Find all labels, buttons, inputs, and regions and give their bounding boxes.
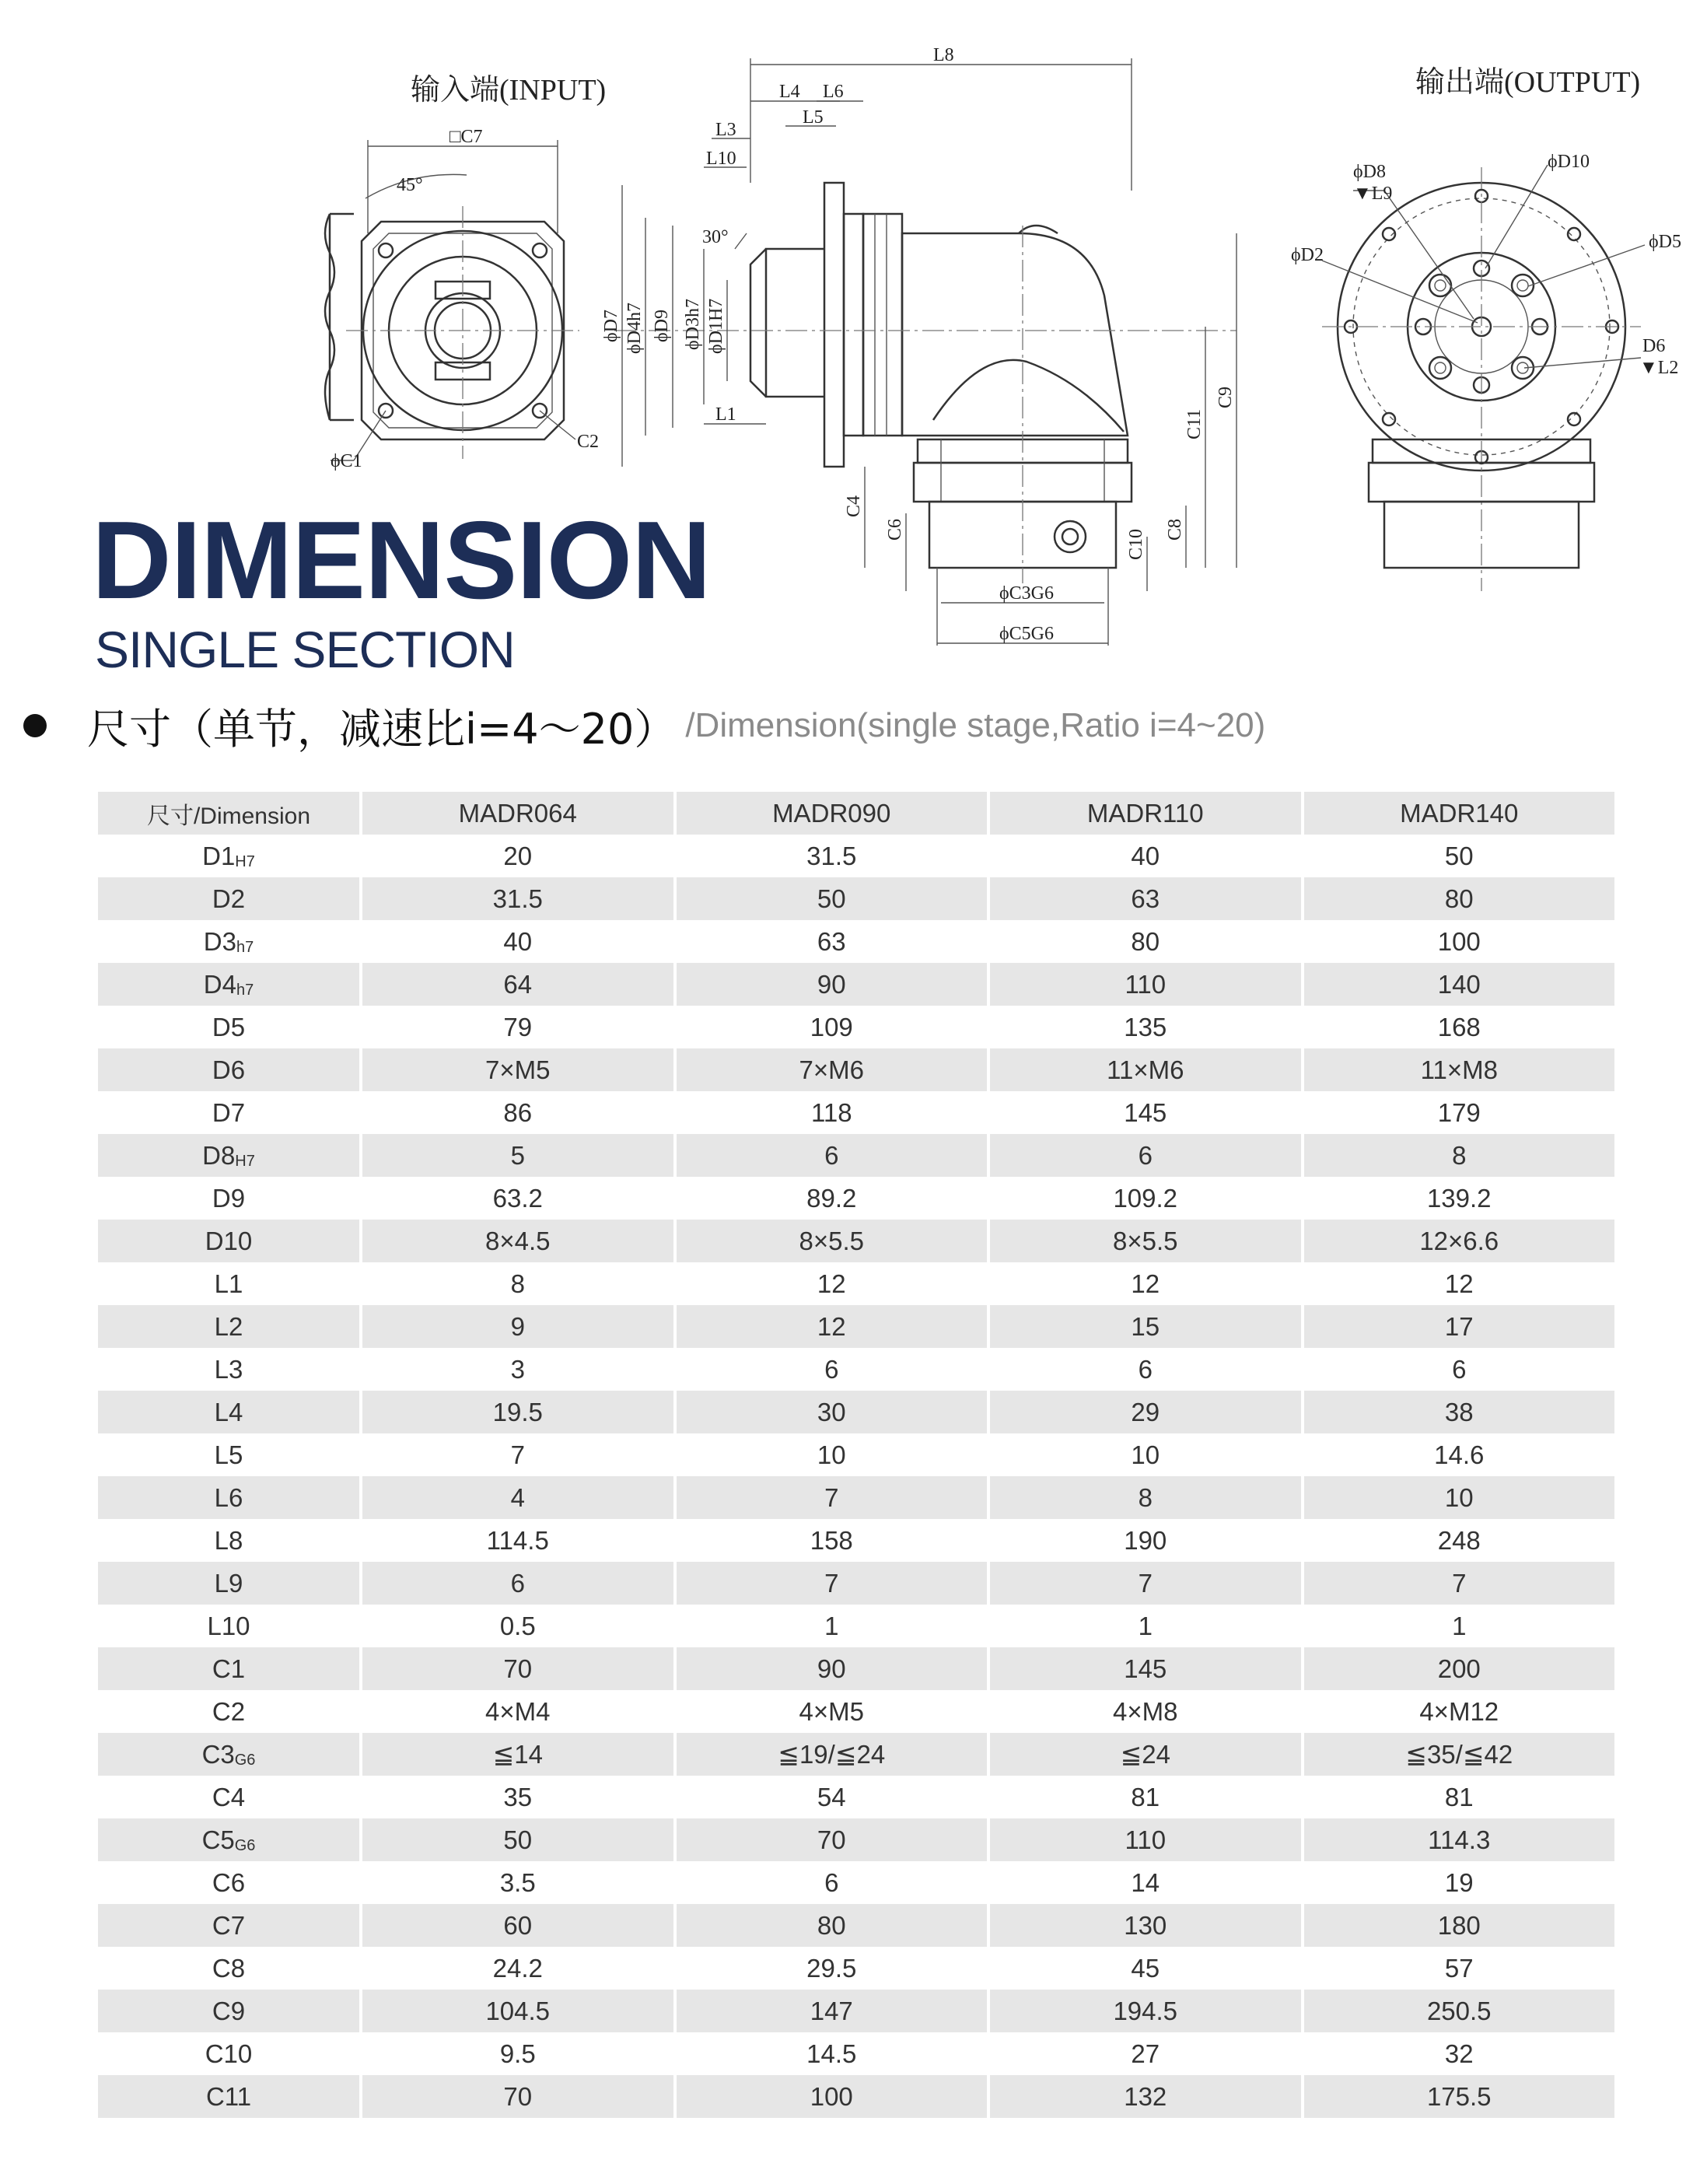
- dimension-name: D4: [203, 969, 236, 999]
- table-cell: 5: [362, 1134, 673, 1177]
- dimension-name-cell: [98, 1006, 359, 1048]
- table-cell: 6: [1138, 1354, 1153, 1384]
- dimension-name-cell: [98, 1990, 359, 2032]
- table-cell: 4: [362, 1476, 673, 1519]
- table-cell: 139.2: [1426, 1183, 1492, 1213]
- dimension-name: C7: [212, 1910, 246, 1940]
- table-cell: 63.2: [492, 1183, 543, 1213]
- table-cell: 135: [1124, 1012, 1167, 1041]
- table-cell: 40: [1131, 841, 1160, 870]
- table-cell: 4×M8: [1113, 1696, 1178, 1726]
- table-cell: 14.6: [1434, 1440, 1485, 1469]
- dimension-name-cell: [98, 1134, 359, 1177]
- table-cell: 70: [362, 2075, 673, 2118]
- side-callout-l5: L5: [803, 107, 824, 128]
- table-cell: 30: [677, 1391, 988, 1433]
- table-cell: 8×5.5: [677, 1220, 988, 1262]
- dimension-name: C9: [212, 1996, 246, 2025]
- table-row: [98, 1048, 1614, 1091]
- table-cell: 86: [503, 1097, 533, 1127]
- input-callout-c1: ϕC1: [331, 451, 362, 471]
- side-callout-c9: C9: [1216, 386, 1236, 408]
- table-cell: 31.5: [362, 877, 673, 920]
- dimension-tolerance: h7: [236, 938, 254, 956]
- dimension-name-cell: [98, 877, 359, 920]
- dimension-name: L2: [214, 1311, 243, 1341]
- dimension-name: D2: [212, 884, 246, 913]
- dimension-name-cell: [98, 1391, 359, 1433]
- table-cell: 110: [990, 963, 1301, 1006]
- table-cell: 45: [1131, 1953, 1160, 1983]
- table-cell: 15: [990, 1305, 1301, 1348]
- side-callout-l6: L6: [823, 82, 844, 102]
- table-cell: 10: [817, 1440, 846, 1469]
- table-cell: 19.5: [362, 1391, 673, 1433]
- dimension-name-cell: [98, 1348, 359, 1391]
- table-cell: 8: [1304, 1134, 1615, 1177]
- dimension-name: D8: [202, 1140, 236, 1170]
- table-row: [98, 1305, 1614, 1348]
- table-cell: 7: [990, 1562, 1301, 1605]
- side-callout-c11: C11: [1184, 408, 1205, 439]
- table-cell: 147: [677, 1990, 988, 2032]
- table-header-row: [98, 792, 1614, 835]
- dimension-name: D9: [212, 1183, 246, 1213]
- side-callout-d1: ϕD1H7: [706, 298, 726, 354]
- bullet-icon: [23, 714, 47, 737]
- section-heading: [23, 691, 1265, 761]
- dimension-name: D6: [212, 1055, 246, 1084]
- table-cell: 110: [990, 1818, 1301, 1861]
- table-row: [98, 1947, 1614, 1990]
- dimension-name-cell: [98, 1818, 359, 1861]
- dimension-name-cell: [98, 1861, 359, 1904]
- dimension-name-cell: [98, 835, 359, 877]
- table-cell: ≦19/≦24: [677, 1733, 988, 1776]
- table-cell: 70: [362, 1647, 673, 1690]
- page-title: DIMENSION: [92, 499, 711, 622]
- dimension-table: [95, 792, 1618, 2118]
- table-cell: 17: [1304, 1305, 1615, 1348]
- table-cell: 7: [1304, 1562, 1615, 1605]
- table-cell: 250.5: [1304, 1990, 1615, 2032]
- table-cell: 7×M5: [362, 1048, 673, 1091]
- dimension-name: C1: [212, 1654, 246, 1683]
- table-row: [98, 1690, 1614, 1733]
- table-cell: 7: [677, 1562, 988, 1605]
- table-cell: 7: [510, 1440, 525, 1469]
- table-row: [98, 1006, 1614, 1048]
- output-callout-d5: ϕD5: [1649, 232, 1681, 252]
- table-cell: 63: [990, 877, 1301, 920]
- table-cell: 11×M6: [990, 1048, 1301, 1091]
- table-row: [98, 835, 1614, 877]
- side-callout-l8: L8: [933, 45, 954, 65]
- table-cell: 24.2: [492, 1953, 543, 1983]
- dimension-name: C10: [205, 2039, 253, 2068]
- side-callout-l10: L10: [706, 149, 736, 169]
- table-cell: 40: [503, 926, 533, 956]
- table-cell: 168: [1437, 1012, 1481, 1041]
- table-cell: 81: [1131, 1782, 1160, 1811]
- dimension-name-cell: [98, 1433, 359, 1476]
- table-cell: 90: [677, 1647, 988, 1690]
- table-cell: 248: [1437, 1525, 1481, 1555]
- dimension-name: L5: [214, 1440, 243, 1469]
- side-callout-c6: C6: [885, 518, 905, 541]
- table-row: [98, 1904, 1614, 1947]
- table-cell: 89.2: [806, 1183, 857, 1213]
- table-cell: 80: [677, 1904, 988, 1947]
- table-cell: 100: [1437, 926, 1481, 956]
- output-view-label: 输出端(OUTPUT): [1415, 66, 1641, 99]
- table-cell: 8×4.5: [362, 1220, 673, 1262]
- table-cell: ≦14: [362, 1733, 673, 1776]
- table-cell: 7: [677, 1476, 988, 1519]
- side-callout-d3: ϕD3h7: [683, 299, 703, 350]
- table-cell: 145: [1124, 1097, 1167, 1127]
- table-cell: 158: [810, 1525, 853, 1555]
- table-cell: 6: [677, 1134, 988, 1177]
- dimension-name: L3: [214, 1354, 243, 1384]
- table-row: [98, 1519, 1614, 1562]
- table-cell: 200: [1304, 1647, 1615, 1690]
- table-cell: 1: [1138, 1611, 1153, 1640]
- dimension-tolerance: G6: [234, 1751, 256, 1769]
- table-row: [98, 1220, 1614, 1262]
- dimension-name: C3: [201, 1739, 235, 1769]
- table-cell: 32: [1444, 2039, 1474, 2068]
- table-header-cell: MADR140: [1304, 792, 1615, 835]
- table-cell: 8: [990, 1476, 1301, 1519]
- table-row: [98, 963, 1614, 1006]
- table-cell: 27: [1131, 2039, 1160, 2068]
- input-callout-c7: □C7: [449, 127, 483, 147]
- table-cell: 4×M12: [1419, 1696, 1499, 1726]
- table-cell: 100: [677, 2075, 988, 2118]
- dimension-name: D1: [202, 841, 236, 870]
- dimension-name: C8: [212, 1953, 246, 1983]
- side-callout-l3: L3: [715, 120, 736, 140]
- table-cell: 11×M8: [1304, 1048, 1615, 1091]
- dimension-name-cell: [98, 920, 359, 963]
- table-cell: 140: [1304, 963, 1615, 1006]
- dimension-name: C6: [212, 1867, 246, 1897]
- dimension-name: C4: [212, 1782, 246, 1811]
- output-callout-d2: ϕD2: [1291, 245, 1324, 265]
- table-cell: 64: [362, 963, 673, 1006]
- table-cell: 180: [1304, 1904, 1615, 1947]
- table-cell: 12: [817, 1269, 846, 1298]
- table-cell: 79: [503, 1012, 533, 1041]
- table-cell: 194.5: [990, 1990, 1301, 2032]
- side-callout-c8: C8: [1165, 518, 1185, 541]
- dimension-name-cell: [98, 1091, 359, 1134]
- dimension-name: L8: [214, 1525, 243, 1555]
- section-heading-en: /Dimension(single stage,Ratio i=4~20): [685, 706, 1266, 744]
- dimension-name: D7: [212, 1097, 246, 1127]
- table-row: [98, 1433, 1614, 1476]
- table-cell: 90: [677, 963, 988, 1006]
- table-cell: 9.5: [499, 2039, 536, 2068]
- table-row: [98, 1605, 1614, 1647]
- dimension-name-cell: [98, 1947, 359, 1990]
- table-row: [98, 1262, 1614, 1305]
- dimension-name: L1: [214, 1269, 243, 1298]
- table-cell: 8: [510, 1269, 525, 1298]
- table-cell: 6: [824, 1867, 839, 1897]
- table-cell: 114.3: [1304, 1818, 1615, 1861]
- output-view-drawing: [1291, 66, 1681, 591]
- table-cell: 3.5: [499, 1867, 536, 1897]
- dimension-tolerance: G6: [234, 1836, 256, 1854]
- table-cell: 14.5: [806, 2039, 857, 2068]
- dimension-name: C5: [201, 1825, 235, 1854]
- dimension-name-cell: [98, 963, 359, 1006]
- side-callout-d9: ϕD9: [652, 310, 672, 342]
- dimension-name-cell: [98, 2032, 359, 2075]
- table-header-cell: MADR090: [677, 792, 988, 835]
- dimension-name-cell: [98, 1048, 359, 1091]
- table-cell: 80: [1304, 877, 1615, 920]
- table-cell: 10: [1131, 1440, 1160, 1469]
- side-callout-c5: ϕC5G6: [999, 624, 1054, 644]
- table-cell: 145: [990, 1647, 1301, 1690]
- table-header-cell: MADR064: [362, 792, 673, 835]
- dimension-name: L9: [214, 1568, 243, 1598]
- input-callout-angle: 45°: [397, 175, 423, 195]
- table-cell: 132: [990, 2075, 1301, 2118]
- side-callout-c10: C10: [1126, 528, 1146, 560]
- table-cell: 50: [1444, 841, 1474, 870]
- table-cell: 175.5: [1304, 2075, 1615, 2118]
- table-cell: 35: [503, 1782, 533, 1811]
- side-callout-c3: ϕC3G6: [999, 583, 1054, 604]
- dimension-tolerance: H7: [235, 852, 255, 870]
- table-row: [98, 877, 1614, 920]
- table-cell: 63: [817, 926, 846, 956]
- input-view-label: 输入端(INPUT): [411, 74, 607, 107]
- table-cell: 12: [1444, 1269, 1474, 1298]
- table-cell: ≦35/≦42: [1304, 1733, 1615, 1776]
- table-row: [98, 1091, 1614, 1134]
- table-cell: 50: [362, 1818, 673, 1861]
- dimension-name: C11: [205, 2081, 252, 2111]
- table-row: [98, 1562, 1614, 1605]
- dimension-name-cell: [98, 1733, 359, 1776]
- table-cell: 12×6.6: [1304, 1220, 1615, 1262]
- dimension-name-cell: [98, 1647, 359, 1690]
- side-callout-d4: ϕD4h7: [624, 303, 645, 354]
- table-cell: 3: [510, 1354, 525, 1384]
- input-callout-c2: C2: [577, 432, 600, 452]
- side-callout-c4: C4: [844, 495, 864, 517]
- dimension-name-cell: [98, 1220, 359, 1262]
- table-cell: 0.5: [499, 1611, 536, 1640]
- table-cell: 80: [1131, 926, 1160, 956]
- table-cell: 12: [677, 1305, 988, 1348]
- dimension-tolerance: h7: [236, 981, 254, 999]
- table-cell: 29.5: [806, 1953, 857, 1983]
- table-cell: 1: [824, 1611, 839, 1640]
- table-header-cell: 尺寸/Dimension: [98, 792, 359, 835]
- table-cell: 114.5: [486, 1525, 549, 1555]
- table-cell: 6: [362, 1562, 673, 1605]
- dimension-name-cell: [98, 1562, 359, 1605]
- table-cell: 109: [810, 1012, 853, 1041]
- dimension-name: D5: [212, 1012, 246, 1041]
- table-cell: 1: [1452, 1611, 1467, 1640]
- table-cell: 81: [1444, 1782, 1474, 1811]
- output-callout-d10: ϕD10: [1548, 152, 1590, 172]
- table-cell: 12: [1131, 1269, 1160, 1298]
- table-cell: 38: [1304, 1391, 1615, 1433]
- table-cell: 20: [503, 841, 533, 870]
- table-header-cell: MADR110: [990, 792, 1301, 835]
- table-cell: 50: [677, 877, 988, 920]
- table-cell: 4×M5: [799, 1696, 864, 1726]
- table-cell: 6: [824, 1354, 839, 1384]
- dimension-name-cell: [98, 1305, 359, 1348]
- output-callout-d8: ϕD8: [1353, 162, 1386, 182]
- table-cell: 19: [1444, 1867, 1474, 1897]
- table-cell: 60: [362, 1904, 673, 1947]
- input-view-drawing: [325, 74, 606, 471]
- table-cell: 29: [990, 1391, 1301, 1433]
- table-row: [98, 1177, 1614, 1220]
- table-cell: 109.2: [1113, 1183, 1178, 1213]
- table-row: [98, 1647, 1614, 1690]
- table-cell: 8×5.5: [990, 1220, 1301, 1262]
- side-callout-l4: L4: [779, 82, 800, 102]
- table-row: [98, 1134, 1614, 1177]
- dimension-name-cell: [98, 1177, 359, 1220]
- output-callout-l2: ▼L2: [1639, 358, 1679, 378]
- dimension-name: D3: [203, 926, 236, 956]
- table-row: [98, 1776, 1614, 1818]
- table-body: [98, 835, 1614, 2118]
- table-row: [98, 2032, 1614, 2075]
- table-cell: 4×M4: [485, 1696, 551, 1726]
- table-cell: 104.5: [362, 1990, 673, 2032]
- table-row: [98, 2075, 1614, 2118]
- table-cell: 54: [817, 1782, 846, 1811]
- output-callout-d6: D6: [1642, 336, 1666, 356]
- table-row: [98, 1476, 1614, 1519]
- dimension-name-cell: [98, 1776, 359, 1818]
- table-row: [98, 1733, 1614, 1776]
- table-cell: 31.5: [806, 841, 857, 870]
- side-callout-angle30: 30°: [702, 227, 729, 247]
- dimension-name: C2: [212, 1696, 246, 1726]
- table-row: [98, 920, 1614, 963]
- dimension-name-cell: [98, 1262, 359, 1305]
- table-cell: 7×M6: [677, 1048, 988, 1091]
- table-cell: 6: [1452, 1354, 1467, 1384]
- section-heading-cn: 尺寸（单节，减速比i=4～20）: [87, 704, 677, 754]
- side-callout-d7: ϕD7: [601, 310, 621, 342]
- page-subtitle: SINGLE SECTION: [95, 621, 515, 678]
- table-row: [98, 1990, 1614, 2032]
- table-cell: 6: [990, 1134, 1301, 1177]
- output-callout-l9: ▼L9: [1353, 184, 1393, 204]
- dimension-name-cell: [98, 1605, 359, 1647]
- dimension-name: D10: [205, 1226, 253, 1255]
- table-row: [98, 1391, 1614, 1433]
- dimension-name-cell: [98, 1690, 359, 1733]
- table-row: [98, 1818, 1614, 1861]
- dimension-tolerance: H7: [235, 1152, 255, 1170]
- table-cell: 118: [810, 1097, 852, 1127]
- dimension-name-cell: [98, 2075, 359, 2118]
- table-cell: 190: [1124, 1525, 1167, 1555]
- table-cell: 179: [1437, 1097, 1481, 1127]
- table-cell: 70: [677, 1818, 988, 1861]
- dimension-name: L6: [214, 1482, 243, 1512]
- dimension-name-cell: [98, 1904, 359, 1947]
- table-cell: ≦24: [990, 1733, 1301, 1776]
- table-row: [98, 1348, 1614, 1391]
- table-cell: 9: [362, 1305, 673, 1348]
- table-row: [98, 1861, 1614, 1904]
- table-cell: 14: [1131, 1867, 1160, 1897]
- dimension-name-cell: [98, 1519, 359, 1562]
- side-callout-l1: L1: [715, 404, 736, 425]
- table-cell: 130: [990, 1904, 1301, 1947]
- dimension-name: L4: [214, 1397, 243, 1426]
- table-cell: 10: [1304, 1476, 1615, 1519]
- table-cell: 57: [1444, 1953, 1474, 1983]
- dimension-name-cell: [98, 1476, 359, 1519]
- dimension-name: L10: [207, 1611, 250, 1640]
